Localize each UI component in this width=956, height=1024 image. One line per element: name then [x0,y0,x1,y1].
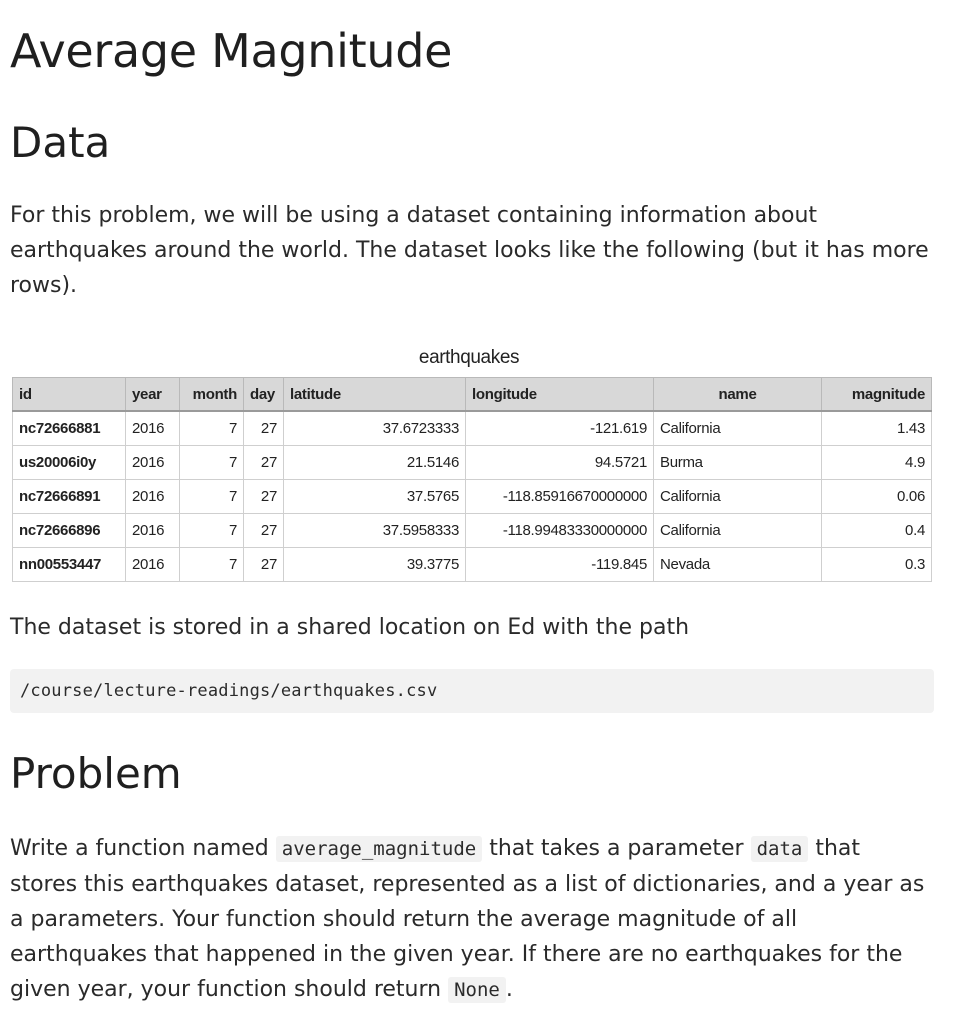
page-title: Average Magnitude [10,24,453,78]
header-longitude: longitude [466,378,654,412]
cell-id: nn00553447 [13,548,126,582]
cell-day: 27 [244,411,284,446]
cell-magnitude: 0.4 [822,514,932,548]
cell-latitude: 21.5146 [284,446,466,480]
cell-latitude: 37.5958333 [284,514,466,548]
cell-latitude: 37.6723333 [284,411,466,446]
cell-longitude: -119.845 [466,548,654,582]
cell-month: 7 [180,514,244,548]
cell-name: California [654,514,822,548]
none-value-code: None [448,977,506,1003]
cell-name: California [654,480,822,514]
cell-id: nc72666896 [13,514,126,548]
function-name-code: average_magnitude [276,836,482,862]
cell-magnitude: 0.3 [822,548,932,582]
cell-day: 27 [244,514,284,548]
cell-longitude: -118.99483330000000 [466,514,654,548]
cell-year: 2016 [126,514,180,548]
table-row [13,446,932,480]
cell-magnitude: 1.43 [822,411,932,446]
table-row [13,514,932,548]
cell-name: Nevada [654,548,822,582]
path-code-block: /course/lecture-readings/earthquakes.csv [10,669,934,713]
header-name: name [654,378,822,412]
cell-latitude: 37.5765 [284,480,466,514]
cell-day: 27 [244,446,284,480]
cell-id: us20006i0y [13,446,126,480]
cell-month: 7 [180,480,244,514]
problem-paragraph [10,831,934,1008]
data-heading: Data [10,118,111,167]
cell-day: 27 [244,480,284,514]
problem-heading: Problem [10,749,182,798]
intro-paragraph: For this problem, we will be using a dataset containing information about earthquakes around the world. The dataset looks like the following (but it has more rows). [10,203,929,298]
header-id: id [13,378,126,412]
cell-name: Burma [654,446,822,480]
problem-text-3: that stores this earthquakes dataset, represented as a list of dictionaries, and a year as a parameters. Your function should return the average magnitude of all earthquakes that happened in the given year. If there are no earthquakes for the given year, your function should return [10,836,925,1002]
cell-name: California [654,411,822,446]
header-latitude: latitude [284,378,466,412]
header-year: year [126,378,180,412]
cell-id: nc72666891 [13,480,126,514]
problem-text-2: that takes a parameter [482,836,751,861]
cell-year: 2016 [126,480,180,514]
cell-longitude: -118.85916670000000 [466,480,654,514]
cell-longitude: 94.5721 [466,446,654,480]
header-magnitude: magnitude [822,378,932,412]
problem-text-4: . [505,977,513,1002]
table-header-row [13,378,932,412]
cell-year: 2016 [126,446,180,480]
problem-text-1: Write a function named [10,836,276,861]
storage-paragraph: The dataset is stored in a shared location on Ed with the path [10,615,690,640]
header-day: day [244,378,284,412]
table-row [13,480,932,514]
table-row [13,411,932,446]
cell-year: 2016 [126,548,180,582]
cell-magnitude: 0.06 [822,480,932,514]
cell-month: 7 [180,446,244,480]
cell-month: 7 [180,548,244,582]
cell-month: 7 [180,411,244,446]
earthquakes-table [12,377,932,582]
header-month: month [180,378,244,412]
table-caption: earthquakes [418,347,520,368]
cell-year: 2016 [126,411,180,446]
cell-magnitude: 4.9 [822,446,932,480]
cell-latitude: 39.3775 [284,548,466,582]
cell-id: nc72666881 [13,411,126,446]
cell-day: 27 [244,548,284,582]
cell-longitude: -121.619 [466,411,654,446]
param-name-code: data [751,836,809,862]
table-row [13,548,932,582]
